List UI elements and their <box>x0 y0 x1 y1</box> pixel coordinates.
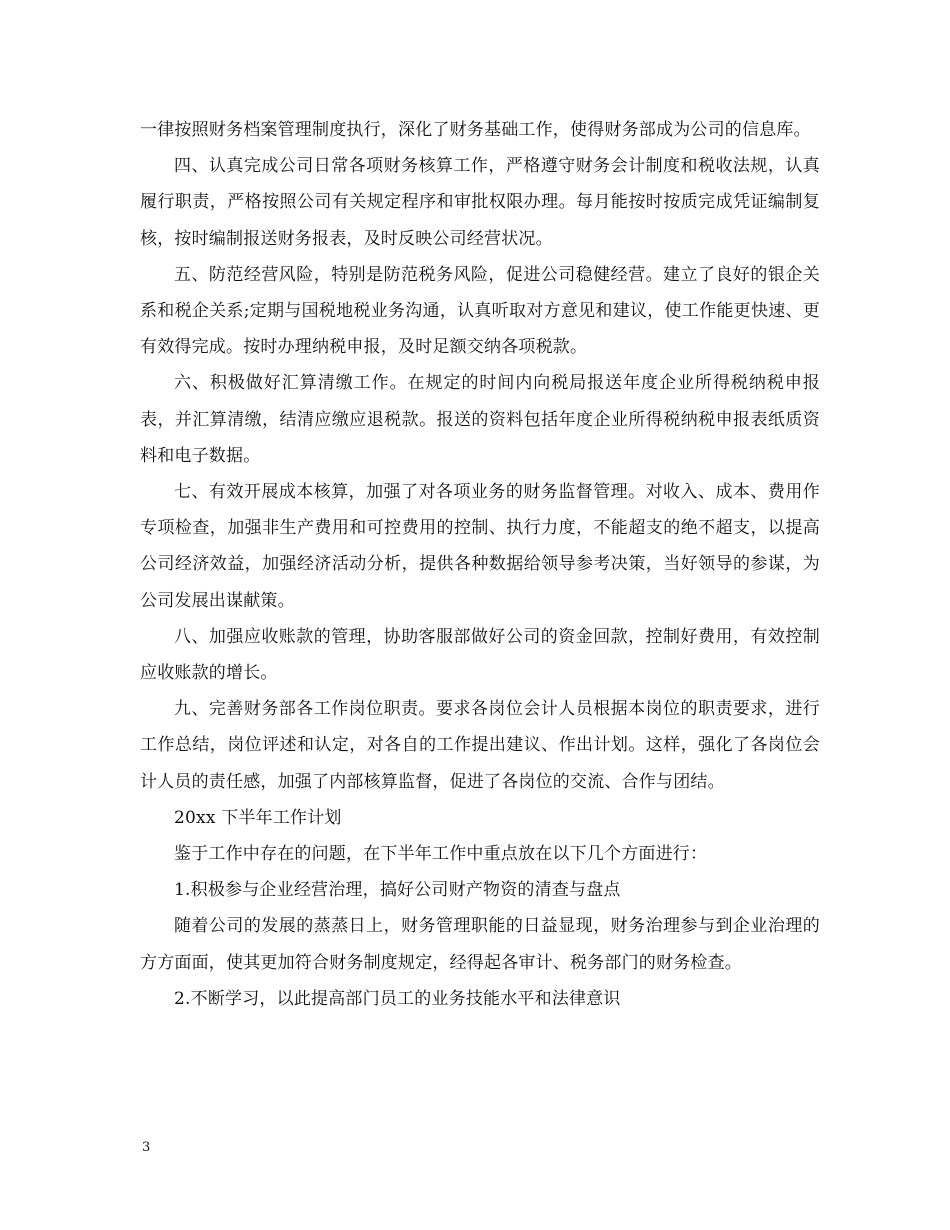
paragraph-section-four: 四、认真完成公司日常各项财务核算工作，严格遵守财务会计制度和税收法规，认真履行职责，严格按照公司有关规定程序和审批权限办理。每月能按时按质完成凭证编制复核，按时编制报送财务报表，及时反映公司经营状况。 <box>140 156 820 249</box>
document-body <box>140 112 820 1017</box>
heading-second-half-plan: 20xx 下半年工作计划 <box>174 807 342 828</box>
plan-item-two: 2.不断学习，以此提高部门员工的业务技能水平和法律意识 <box>174 988 621 1009</box>
paragraph-section-five: 五、防范经营风险，特别是防范税务风险，促进公司稳健经营。建立了良好的银企关系和税企关系;定期与国税地税业务沟通，认真听取对方意见和建议，使工作能更快速、更有效得完成。按时办理纳税申报，及时足额交纳各项税款。 <box>140 264 820 358</box>
paragraph-section-nine: 九、完善财务部各工作岗位职责。要求各岗位会计人员根据本岗位的职责要求，进行工作总结，岗位评述和认定，对各自的工作提出建议、作出计划。这样，强化了各岗位会计人员的责任感，加强了内部核算监督，促进了各岗位的交流、合作与团结。 <box>140 699 820 792</box>
plan-item-one: 1.积极参与企业经营治理，搞好公司财产物资的清查与盘点 <box>174 880 621 901</box>
paragraph-section-eight: 八、加强应收账款的管理，协助客服部做好公司的资金回款，控制好费用，有效控制应收账款的增长。 <box>140 626 820 684</box>
paragraph-section-seven: 七、有效开展成本核算，加强了对各项业务的财务监督管理。对收入、成本、费用作专项检查，加强非生产费用和可控费用的控制、执行力度，不能超支的绝不超支，以提高公司经济效益，加强经济活动分析，提供各种数据给领导参考决策，当好领导的参谋，为公司发展出谋献策。 <box>140 482 820 611</box>
paragraph-plan-item-one-detail: 随着公司的发展的蒸蒸日上，财务管理职能的日益显现，财务治理参与到企业治理的方方面面，使其更加符合财务制度规定，经得起各审计、税务部门的财务检查。 <box>140 916 820 973</box>
page-number: 3 <box>142 1140 151 1155</box>
paragraph-continuation: 一律按照财务档案管理制度执行，深化了财务基础工作，使得财务部成为公司的信息库。 <box>140 120 811 140</box>
paragraph-plan-intro: 鉴于工作中存在的问题，在下半年工作中重点放在以下几个方面进行： <box>174 844 708 865</box>
paragraph-section-six: 六、积极做好汇算清缴工作。在规定的时间内向税局报送年度企业所得税纳税申报表，并汇算清缴，结清应缴应退税款。报送的资料包括年度企业所得税纳税申报表纸质资料和电子数据。 <box>140 373 820 466</box>
